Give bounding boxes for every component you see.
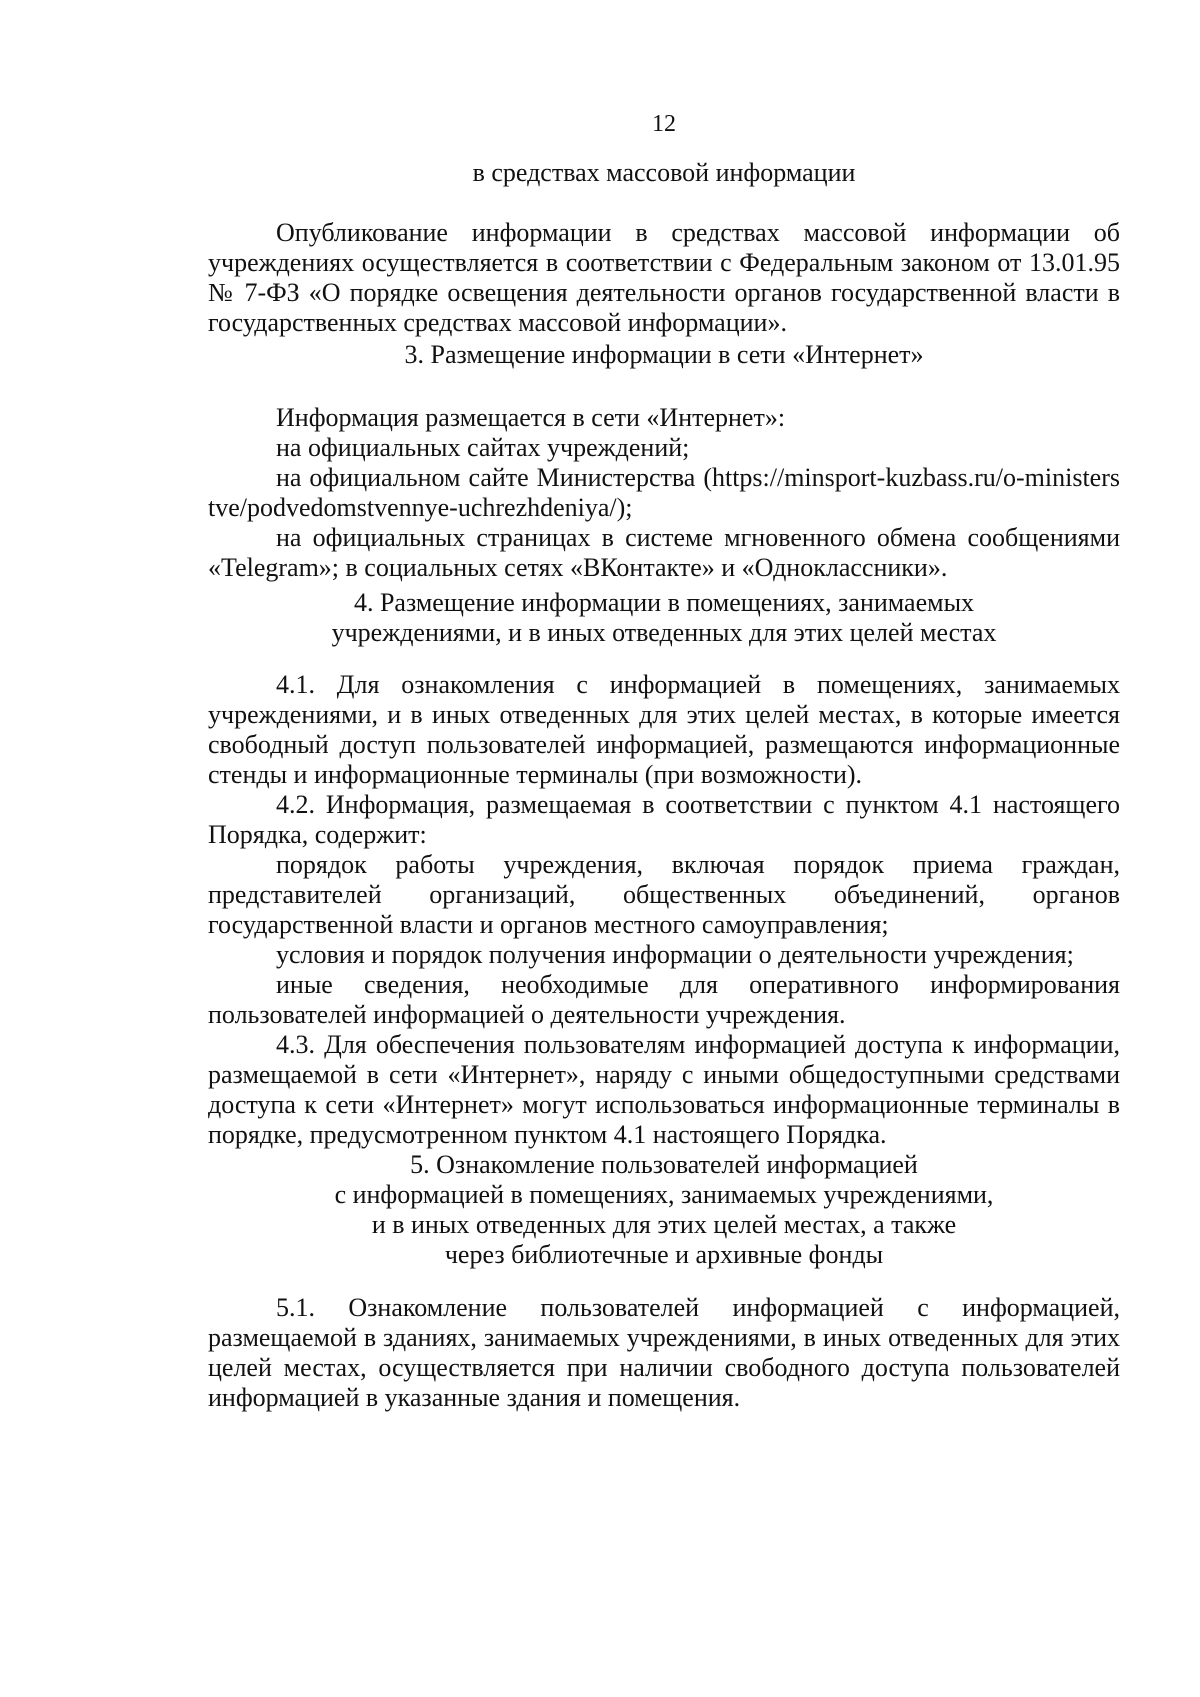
section-2-body bbox=[208, 218, 1120, 338]
section-4-item-4-3: 4.3. Для обеспечения пользователям информацией доступа к информации, размещаемой в сети «Интернет», наряду с иными общедоступными средствами доступа к сети «Интернет» могут использоваться информационные терминалы в порядке, предусмотренном пунктом 4.1 настоящего Порядка. bbox=[208, 1030, 1120, 1149]
section-5-heading-block bbox=[208, 1150, 1120, 1270]
section-5-item-5-1: 5.1. Ознакомление пользователей информацией с информацией, размещаемой в зданиях, занимаемых учреждениями, в иных отведенных для этих целей местах, осуществляется при наличии свободного доступа пользователей информацией в указанные здания и помещения. bbox=[208, 1293, 1120, 1412]
section-4-item-conditions: условия и порядок получения информации о деятельности учреждения; bbox=[276, 940, 1074, 969]
section-5-body bbox=[208, 1293, 1120, 1413]
section-3-item-sites: на официальных сайтах учреждений; bbox=[276, 433, 690, 462]
section-5-heading-line: 5. Ознакомление пользователей информацией bbox=[410, 1150, 918, 1179]
section-4-heading-block bbox=[208, 588, 1120, 648]
section-4-item-schedule: порядок работы учреждения, включая порядок приема граждан, представителей организаций, общественных объединений, органов государственной власти и органов местного самоуправления; bbox=[208, 850, 1120, 939]
section-3-item-ministry: на официальном сайте Министерства (https://minsport-kuzbass.ru/o-ministerstve/podvedomstvennye-uchrezhdeniya/); bbox=[208, 463, 1120, 522]
section-4-item-4-1: 4.1. Для ознакомления с информацией в помещениях, занимаемых учреждениями, и в иных отведенных для этих целей местах, в которые имеется свободный доступ пользователей информацией, размещаются информационные стенды и информационные терминалы (при возможности). bbox=[208, 670, 1120, 789]
section-3-body bbox=[208, 403, 1120, 583]
section-3-heading-block bbox=[208, 340, 1120, 370]
section-4-item-other: иные сведения, необходимые для оперативного информирования пользователей информацией о деятельности учреждения. bbox=[208, 970, 1120, 1029]
section-2-paragraph: Опубликование информации в средствах массовой информации об учреждениях осуществляется в соответствии с Федеральным законом от 13.01.95 № 7-ФЗ «О порядке освещения деятельности органов государственной власти в государственных средствах массовой информации». bbox=[208, 218, 1120, 337]
section-5-heading bbox=[208, 1150, 1120, 1270]
section-4-heading bbox=[208, 588, 1120, 648]
section-3-item-intro: Информация размещается в сети «Интернет»: bbox=[276, 403, 786, 432]
section-5-heading-line: и в иных отведенных для этих целей местах, а также bbox=[371, 1210, 957, 1239]
section-5-heading-line: с информацией в помещениях, занимаемых учреждениями, bbox=[334, 1180, 994, 1209]
section-4-body bbox=[208, 670, 1120, 1150]
section-3-item-social: на официальных страницах в системе мгновенного обмена сообщениями «Telegram»; в социальных сетях «ВКонтакте» и «Одноклассники». bbox=[208, 523, 1120, 582]
section-4-heading-line: учреждениями, и в иных отведенных для этих целей местах bbox=[331, 618, 997, 647]
section-3-heading: 3. Размещение информации в сети «Интернет» bbox=[404, 340, 924, 369]
section-4-item-4-2: 4.2. Информация, размещаемая в соответствии с пунктом 4.1 настоящего Порядка, содержит: bbox=[208, 790, 1120, 849]
section-2-heading bbox=[208, 158, 1120, 188]
section-2-heading-tail: в средствах массовой информации bbox=[472, 158, 856, 187]
section-5-heading-line: через библиотечные и архивные фонды bbox=[444, 1240, 884, 1269]
section-4-heading-line: 4. Размещение информации в помещениях, занимаемых bbox=[353, 588, 975, 617]
page-number: 12 bbox=[652, 111, 676, 137]
